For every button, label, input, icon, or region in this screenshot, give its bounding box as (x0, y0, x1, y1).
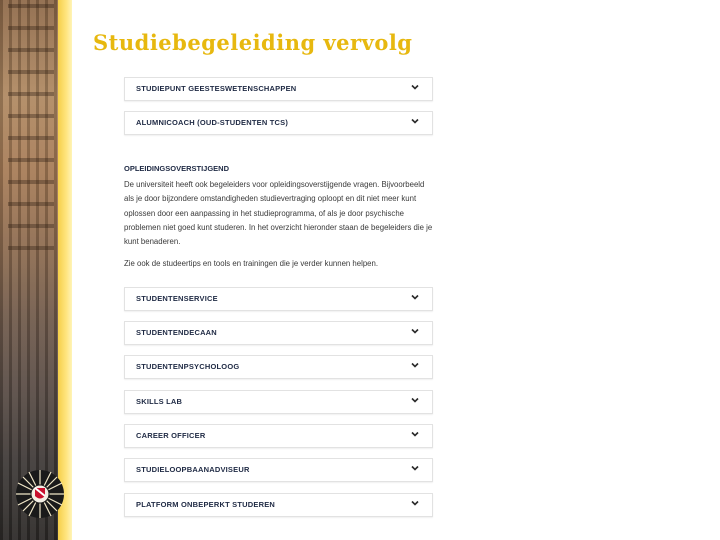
chevron-down-icon (410, 429, 420, 439)
university-seal-icon (14, 468, 66, 520)
chevron-down-icon (410, 463, 420, 473)
accordion-label: SKILLS LAB (136, 397, 183, 406)
accordion-label: ALUMNICOACH (OUD-STUDENTEN TCS) (136, 118, 289, 127)
accordion-label: STUDENTENDECAAN (136, 328, 217, 337)
sidebar-photo-panel (0, 0, 72, 540)
chevron-down-icon (410, 326, 420, 336)
yellow-stripe (58, 0, 72, 540)
accordion-studentendecaan[interactable] (124, 321, 433, 345)
section-tips-link[interactable]: Zie ook de studeertips en tools en trainingen die je verder kunnen helpen. (124, 259, 379, 269)
accordion-label: PLATFORM ONBEPERKT STUDEREN (136, 500, 276, 509)
accordion-studiepunt[interactable] (124, 77, 433, 101)
accordion-studieloopbaanadviseur[interactable] (124, 458, 433, 482)
accordion-label: STUDENTENSERVICE (136, 294, 218, 303)
accordion-skills-lab[interactable] (124, 390, 433, 414)
accordion-label: CAREER OFFICER (136, 431, 206, 440)
chevron-down-icon (410, 360, 420, 370)
cathedral-tower-photo (0, 0, 66, 540)
accordion-studentenservice[interactable] (124, 287, 433, 311)
section-paragraph: De universiteit heeft ook begeleiders voor opleidingsoverstijgende vragen. Bijvoorbeeld als je door bijzondere omstandigheden studievertraging oploopt en dit niet meer kunt oplossen door een aanpassing in het studieprogramma, of als je door psychische problemen niet goed kunt studeren. In het overzicht hieronder staan de begeleiders die je kunt benaderen. (124, 180, 433, 247)
accordion-label: STUDIELOOPBAANADVISEUR (136, 465, 250, 474)
accordion-platform-onbeperkt-studeren[interactable] (124, 493, 433, 517)
section-opleidingsoverstijgend (124, 164, 434, 271)
section-heading: OPLEIDINGSOVERSTIJGEND (124, 164, 230, 173)
chevron-down-icon (410, 82, 420, 92)
chevron-down-icon (410, 116, 420, 126)
accordion-studentenpsycholoog[interactable] (124, 355, 433, 379)
accordion-label: STUDIEPUNT GEESTESWETENSCHAPPEN (136, 84, 297, 93)
accordion-alumnicoach[interactable] (124, 111, 433, 135)
chevron-down-icon (410, 395, 420, 405)
page-title: Studiebegeleiding vervolg (93, 30, 413, 55)
chevron-down-icon (410, 498, 420, 508)
chevron-down-icon (410, 292, 420, 302)
accordion-career-officer[interactable] (124, 424, 433, 448)
accordion-label: STUDENTENPSYCHOLOOG (136, 362, 240, 371)
